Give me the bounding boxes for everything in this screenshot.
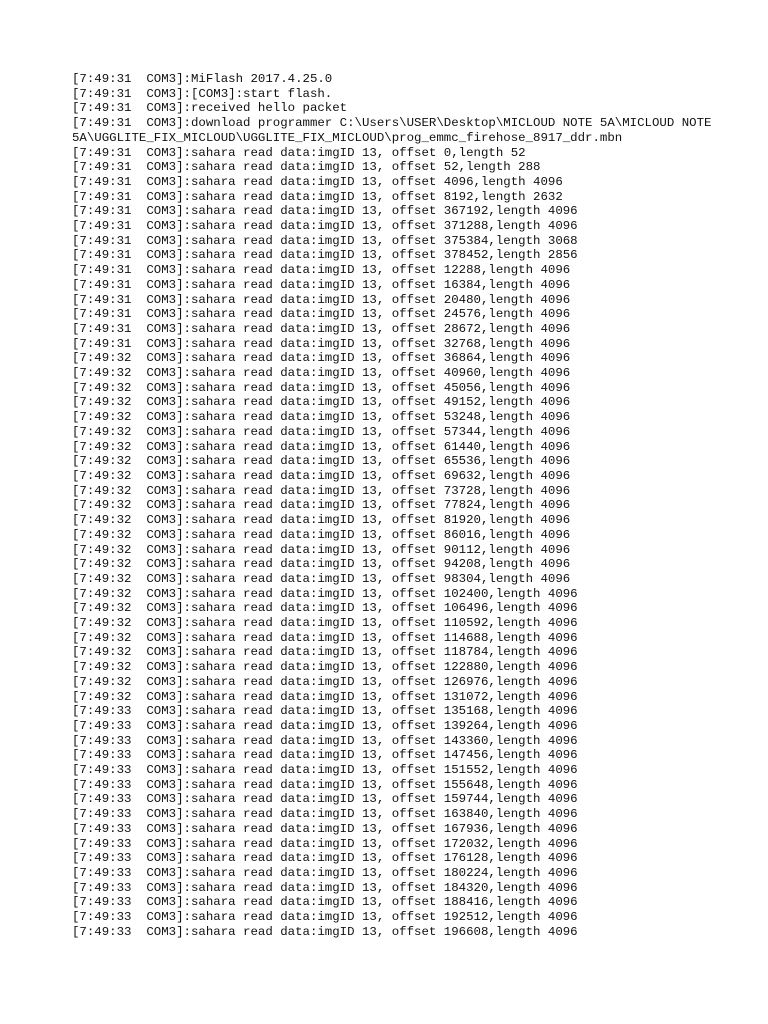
log-line: [7:49:31 COM3]:sahara read data:imgID 13, offset 24576,length 4096 (72, 307, 571, 322)
log-line: [7:49:31 COM3]:[COM3]:start flash. (72, 86, 333, 101)
log-line: [7:49:33 COM3]:sahara read data:imgID 13, offset 176128,length 4096 (72, 851, 578, 866)
log-line: [7:49:33 COM3]:sahara read data:imgID 13, offset 139264,length 4096 (72, 718, 578, 733)
log-line: [7:49:31 COM3]:MiFlash 2017.4.25.0 (72, 72, 333, 86)
log-line: [7:49:32 COM3]:sahara read data:imgID 13, offset 126976,length 4096 (72, 674, 578, 689)
log-line: [7:49:33 COM3]:sahara read data:imgID 13, offset 180224,length 4096 (72, 865, 578, 880)
log-line: [7:49:32 COM3]:sahara read data:imgID 13, offset 73728,length 4096 (72, 483, 571, 498)
log-line: [7:49:31 COM3]:sahara read data:imgID 13, offset 367192,length 4096 (72, 204, 578, 219)
log-line: [7:49:31 COM3]:sahara read data:imgID 13, offset 52,length 288 (72, 160, 541, 175)
log-line: [7:49:32 COM3]:sahara read data:imgID 13, offset 122880,length 4096 (72, 660, 578, 675)
log-line: [7:49:32 COM3]:sahara read data:imgID 13, offset 110592,length 4096 (72, 616, 578, 631)
log-line: [7:49:33 COM3]:sahara read data:imgID 13, offset 188416,length 4096 (72, 895, 578, 910)
log-line: [7:49:33 COM3]:sahara read data:imgID 13, offset 192512,length 4096 (72, 910, 578, 925)
log-line: [7:49:31 COM3]:sahara read data:imgID 13, offset 12288,length 4096 (72, 263, 571, 278)
log-line: [7:49:33 COM3]:sahara read data:imgID 13, offset 172032,length 4096 (72, 836, 578, 851)
log-line: [7:49:31 COM3]:sahara read data:imgID 13, offset 28672,length 4096 (72, 321, 571, 336)
log-line: [7:49:32 COM3]:sahara read data:imgID 13, offset 40960,length 4096 (72, 366, 571, 381)
log-line: [7:49:33 COM3]:sahara read data:imgID 13, offset 163840,length 4096 (72, 807, 578, 822)
log-line: [7:49:33 COM3]:sahara read data:imgID 13, offset 143360,length 4096 (72, 733, 578, 748)
log-line: [7:49:32 COM3]:sahara read data:imgID 13, offset 65536,length 4096 (72, 454, 571, 469)
log-line: [7:49:32 COM3]:sahara read data:imgID 13, offset 98304,length 4096 (72, 571, 571, 586)
log-line: [7:49:32 COM3]:sahara read data:imgID 13, offset 61440,length 4096 (72, 439, 571, 454)
log-line: [7:49:31 COM3]:download programmer C:\Users\USER\Desktop\MICLOUD NOTE 5A\MICLOUD NOTE 5A\UGGLITE_FIX_MICLOUD\UGGLITE_FIX_MICLOUD\prog_emmc_firehose_8917_ddr.mbn (72, 116, 719, 145)
log-line: [7:49:32 COM3]:sahara read data:imgID 13, offset 49152,length 4096 (72, 395, 571, 410)
log-line: [7:49:31 COM3]:sahara read data:imgID 13, offset 20480,length 4096 (72, 292, 571, 307)
log-line: [7:49:31 COM3]:sahara read data:imgID 13, offset 371288,length 4096 (72, 219, 578, 234)
log-line: [7:49:33 COM3]:sahara read data:imgID 13, offset 196608,length 4096 (72, 924, 578, 939)
log-line: [7:49:33 COM3]:sahara read data:imgID 13, offset 159744,length 4096 (72, 792, 578, 807)
log-line: [7:49:33 COM3]:sahara read data:imgID 13, offset 135168,length 4096 (72, 704, 578, 719)
log-line: [7:49:32 COM3]:sahara read data:imgID 13, offset 86016,length 4096 (72, 527, 571, 542)
log-line: [7:49:32 COM3]:sahara read data:imgID 13, offset 118784,length 4096 (72, 645, 578, 660)
log-line: [7:49:32 COM3]:sahara read data:imgID 13, offset 131072,length 4096 (72, 689, 578, 704)
log-line: [7:49:33 COM3]:sahara read data:imgID 13, offset 167936,length 4096 (72, 821, 578, 836)
log-line: [7:49:32 COM3]:sahara read data:imgID 13, offset 94208,length 4096 (72, 557, 571, 572)
flash-log (72, 72, 719, 939)
log-line: [7:49:32 COM3]:sahara read data:imgID 13, offset 45056,length 4096 (72, 380, 571, 395)
log-line: [7:49:32 COM3]:sahara read data:imgID 13, offset 114688,length 4096 (72, 630, 578, 645)
log-line: [7:49:32 COM3]:sahara read data:imgID 13, offset 90112,length 4096 (72, 542, 571, 557)
log-line: [7:49:31 COM3]:sahara read data:imgID 13, offset 375384,length 3068 (72, 233, 578, 248)
log-line: [7:49:33 COM3]:sahara read data:imgID 13, offset 155648,length 4096 (72, 777, 578, 792)
log-line: [7:49:31 COM3]:sahara read data:imgID 13, offset 378452,length 2856 (72, 248, 578, 263)
log-line: [7:49:31 COM3]:sahara read data:imgID 13, offset 4096,length 4096 (72, 174, 563, 189)
log-line: [7:49:32 COM3]:sahara read data:imgID 13, offset 36864,length 4096 (72, 351, 571, 366)
log-line: [7:49:31 COM3]:sahara read data:imgID 13, offset 32768,length 4096 (72, 336, 571, 351)
log-line: [7:49:31 COM3]:received hello packet (72, 101, 348, 116)
log-line: [7:49:31 COM3]:sahara read data:imgID 13, offset 0,length 52 (72, 145, 526, 160)
log-line: [7:49:32 COM3]:sahara read data:imgID 13, offset 53248,length 4096 (72, 410, 571, 425)
log-line: [7:49:32 COM3]:sahara read data:imgID 13, offset 69632,length 4096 (72, 468, 571, 483)
log-line: [7:49:32 COM3]:sahara read data:imgID 13, offset 81920,length 4096 (72, 513, 571, 528)
log-line: [7:49:32 COM3]:sahara read data:imgID 13, offset 57344,length 4096 (72, 424, 571, 439)
log-line: [7:49:33 COM3]:sahara read data:imgID 13, offset 151552,length 4096 (72, 763, 578, 778)
log-line: [7:49:31 COM3]:sahara read data:imgID 13, offset 8192,length 2632 (72, 189, 563, 204)
log-line: [7:49:32 COM3]:sahara read data:imgID 13, offset 106496,length 4096 (72, 601, 578, 616)
log-line: [7:49:31 COM3]:sahara read data:imgID 13, offset 16384,length 4096 (72, 277, 571, 292)
log-line: [7:49:33 COM3]:sahara read data:imgID 13, offset 184320,length 4096 (72, 880, 578, 895)
log-line: [7:49:33 COM3]:sahara read data:imgID 13, offset 147456,length 4096 (72, 748, 578, 763)
log-line: [7:49:32 COM3]:sahara read data:imgID 13, offset 77824,length 4096 (72, 498, 571, 513)
log-line: [7:49:32 COM3]:sahara read data:imgID 13, offset 102400,length 4096 (72, 586, 578, 601)
